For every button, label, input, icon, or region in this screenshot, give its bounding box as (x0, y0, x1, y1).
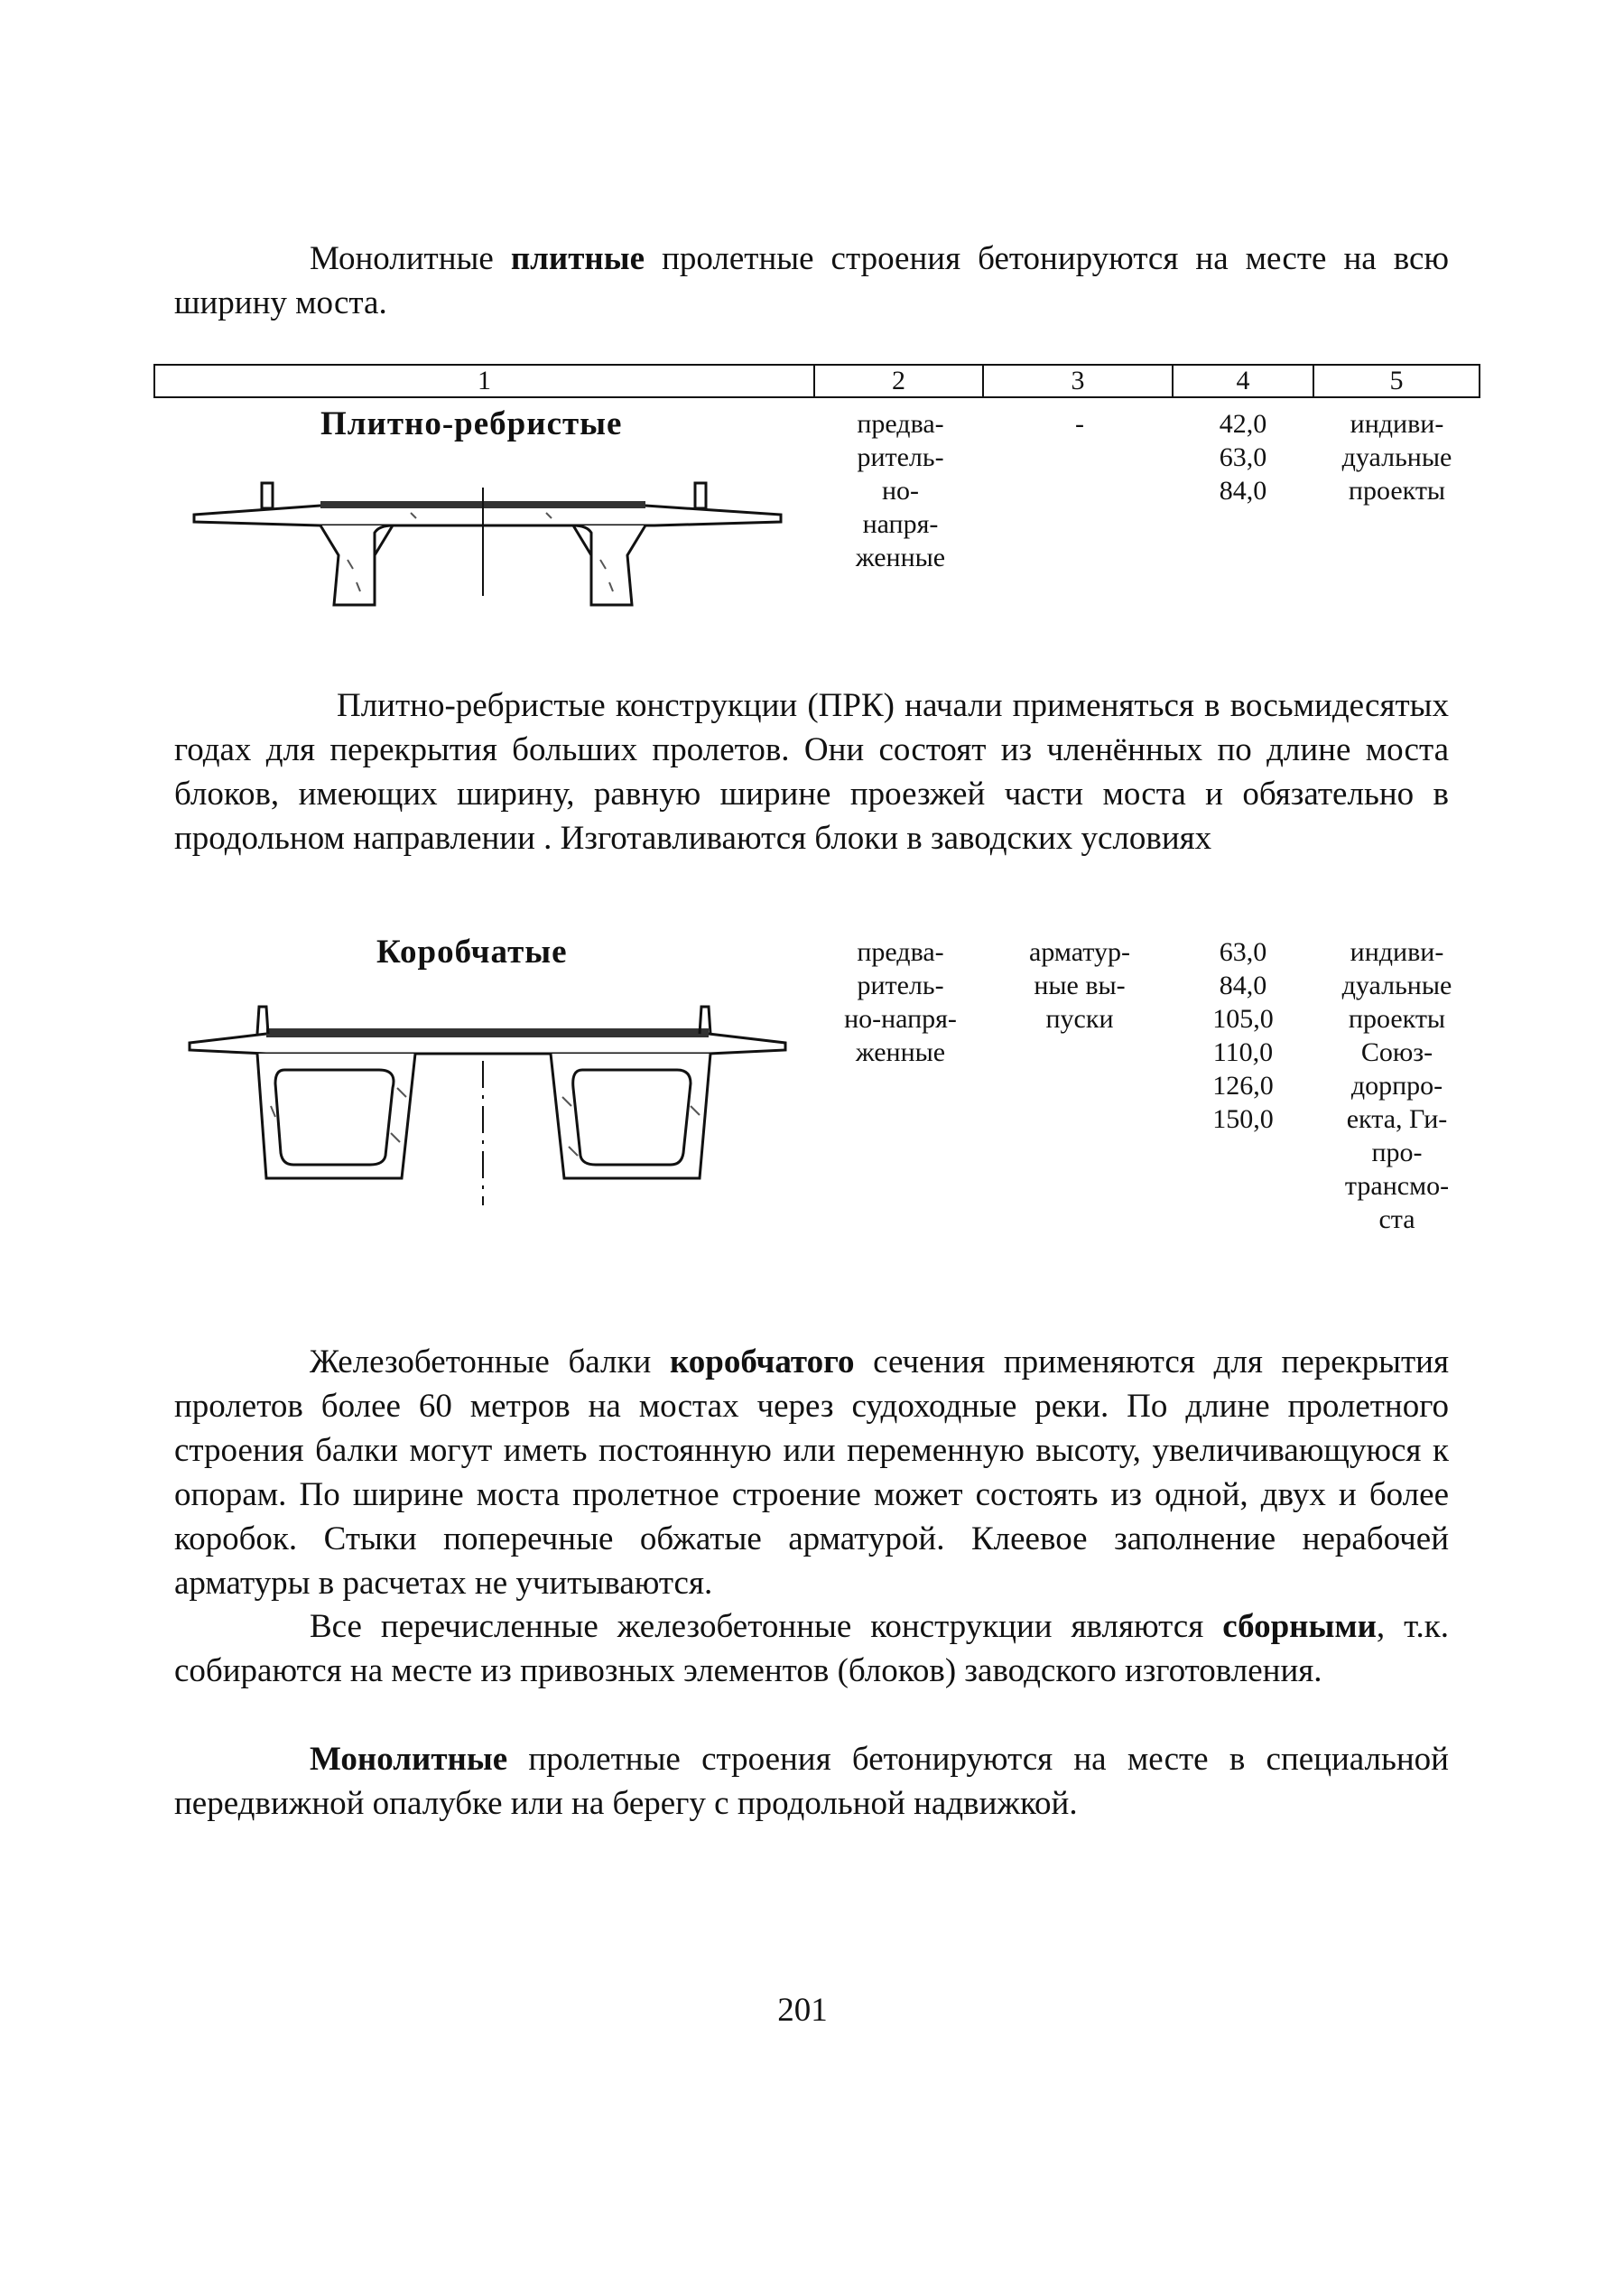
header-col-2: 2 (815, 366, 984, 396)
row-ribbed-col2: предва- ритель- но- напря- женные (855, 409, 946, 572)
header-col-3: 3 (984, 366, 1174, 396)
row-box-col2: предва- ритель- но-напря- женные (844, 937, 957, 1067)
header-col-1: 1 (155, 366, 815, 396)
ribbed-paragraph: Плитно-ребристые конструкции (ПРК) начали применяться в восьмидесятых годах для перекрытия больших пролетов. Они состоят из членённых по длине моста блоков, имеющих ширину, равную ширине проезжей части моста и обязательно в продольном направлении . Изготавливаются блоки в заводских условиях (174, 687, 1449, 857)
page-number: 201 (777, 1992, 828, 2029)
monolithic-paragraph: Монолитные пролетные строения бетонируются на месте в специальной передвижной опалубке или на берегу с продольной надвижкой. (174, 1741, 1449, 1822)
box-bold-word: коробчатого (669, 1343, 855, 1380)
ribbed-section-drawing (185, 469, 794, 618)
intro-paragraph: Монолитные плитные пролетные строения бетонируются на месте на всю ширину моста. (174, 240, 1450, 321)
monolithic-bold-word: Монолитные (310, 1741, 508, 1778)
intro-bold-word: плитные (510, 240, 645, 277)
row-ribbed-col4: 42,0 63,0 84,0 (1219, 409, 1267, 506)
row-box-col4: 63,0 84,0 105,0 110,0 126,0 150,0 (1212, 937, 1274, 1134)
row-ribbed-col3: - (1075, 409, 1084, 439)
row-ribbed-col5: индиви- дуальные проекты (1341, 409, 1452, 506)
row-box-col3: арматур- ные вы- пуски (1029, 937, 1130, 1034)
table-header (153, 364, 1480, 398)
box-section-drawing (185, 998, 794, 1205)
row-box-col5: индиви- дуальные проекты Союз- дорпро- екта, Ги- про- трансмо- ста (1341, 937, 1452, 1234)
box-paragraph: Железобетонные балки коробчатого сечения применяются для перекрытия пролетов более 60 метров на мостах через судоходные реки. По длине пролетного строения балки могут иметь постоянную или переменную высоту, увеличивающуюся к опорам. По ширине моста пролетное строение может состоять из одной, двух и более коробок. Стыки поперечные обжатые арматурой. Клеевое заполнение нерабочей арматуры в расчетах не учитываются. (174, 1343, 1450, 1602)
precast-bold-word: сборными (1222, 1608, 1377, 1645)
row-ribbed-title: Плитно-ребристые (320, 405, 623, 442)
precast-paragraph: Все перечисленные железобетонные конструкции являются сборными, т.к. собираются на месте из привозных элементов (блоков) заводского изготовления. (174, 1608, 1449, 1689)
row-box-title: Коробчатые (376, 934, 568, 971)
header-col-5: 5 (1389, 366, 1404, 395)
header-col-4: 4 (1174, 366, 1314, 396)
